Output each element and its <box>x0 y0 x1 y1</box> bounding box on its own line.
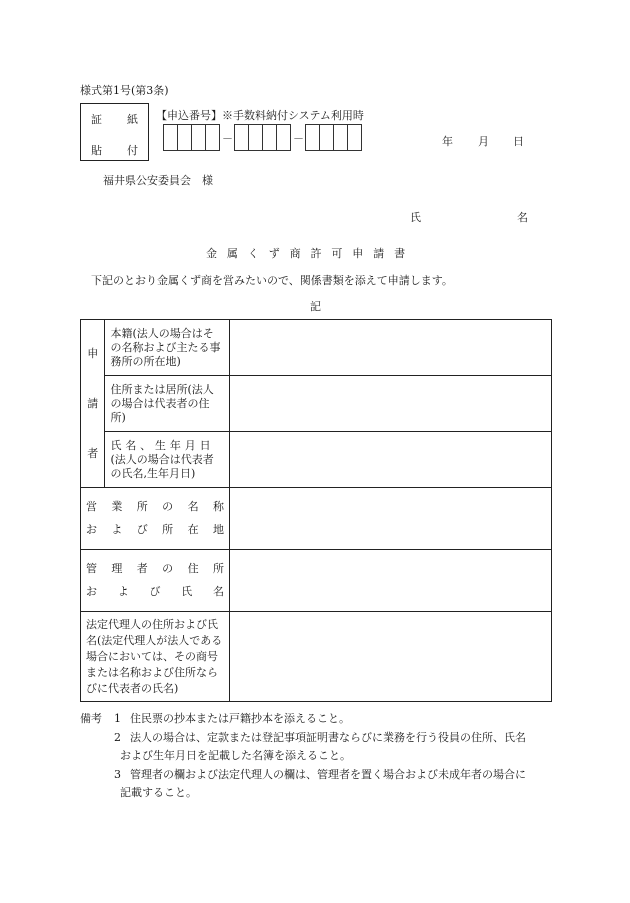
label-char: よ <box>117 585 129 598</box>
stamp-box <box>80 103 149 161</box>
office-value[interactable] <box>230 488 552 550</box>
label-char: 業 <box>111 500 123 513</box>
number-box[interactable] <box>262 124 277 151</box>
label-char: の <box>162 500 174 513</box>
address-label: 住所または居所(法人の場合は代表者の住所) <box>105 376 230 432</box>
label-char: 者 <box>136 562 148 575</box>
name-birthdate-value[interactable] <box>230 432 552 488</box>
application-table <box>80 319 552 702</box>
label-char: び <box>136 523 148 536</box>
table-row <box>81 432 552 488</box>
number-box[interactable] <box>191 124 206 151</box>
label-char: 管 <box>86 562 97 575</box>
number-box[interactable] <box>333 124 348 151</box>
number-box[interactable] <box>177 124 192 151</box>
manager-label-line1 <box>86 562 224 576</box>
label-char: お <box>86 585 97 598</box>
number-box[interactable] <box>347 124 362 151</box>
applicant-char: 申 <box>87 346 99 360</box>
stamp-char: 貼 <box>91 144 102 157</box>
label-char: 名 <box>187 500 199 513</box>
legal-rep-label: 法定代理人の住所および氏名(法定代理人が法人である場合においては、その商号または名称および住所ならびに代表者の氏名) <box>81 612 230 702</box>
manager-value[interactable] <box>230 550 552 612</box>
name-birthdate-heading: 氏名、生年月日 <box>110 438 215 452</box>
note-number: 2 <box>114 731 121 744</box>
label-char: 称 <box>212 500 224 513</box>
note-text: 法人の場合は、定款または登記事項証明書ならびに業務を行う役員の住所、氏名 <box>130 731 526 744</box>
manager-label-line2 <box>86 585 224 599</box>
applicant-char: 者 <box>87 446 99 460</box>
manager-label <box>81 550 230 612</box>
label-char: 所 <box>136 500 148 513</box>
name-birthdate-label <box>105 432 230 488</box>
label-char: よ <box>111 523 123 536</box>
date-month: 月 <box>478 135 489 148</box>
applicant-label <box>81 320 105 488</box>
office-label <box>81 488 230 550</box>
label-char: 住 <box>187 562 199 575</box>
label-char: 所 <box>212 562 224 575</box>
notes-heading: 備考 <box>80 712 102 725</box>
table-row <box>81 376 552 432</box>
stamp-char: 紙 <box>127 113 138 126</box>
number-separator: － <box>222 132 233 145</box>
number-box[interactable] <box>234 124 249 151</box>
applicant-char: 請 <box>87 396 99 410</box>
note-text-cont: 記載すること。 <box>120 786 197 799</box>
number-box[interactable] <box>163 124 178 151</box>
note-text: 住民票の抄本または戸籍抄本を添えること。 <box>130 712 350 725</box>
table-row <box>81 488 552 550</box>
number-box[interactable] <box>305 124 320 151</box>
document-title: 金属くず商許可申請書 <box>206 247 415 260</box>
note-number: 3 <box>114 768 121 781</box>
address-value[interactable] <box>230 376 552 432</box>
office-label-line2 <box>86 523 224 537</box>
label-char: 理 <box>111 562 123 575</box>
honseki-value[interactable] <box>230 320 552 376</box>
stamp-char: 証 <box>91 113 102 126</box>
label-char: 在 <box>187 523 199 536</box>
table-row <box>81 320 552 376</box>
note-text: 管理者の欄および法定代理人の欄は、管理者を置く場合および未成年者の場合に <box>130 768 526 781</box>
label-char: 所 <box>162 523 174 536</box>
label-char: お <box>86 523 97 536</box>
name-birthdate-note: (法人の場合は代表者の氏名,生年月日) <box>110 452 214 480</box>
number-box[interactable] <box>276 124 291 151</box>
table-row <box>81 550 552 612</box>
label-char: び <box>149 585 161 598</box>
label-char: 名 <box>213 585 224 598</box>
label-char: 営 <box>86 500 97 513</box>
label-char: 氏 <box>181 585 193 598</box>
honseki-label: 本籍(法人の場合はその名称および主たる事務所の所在地) <box>105 320 230 376</box>
date-day: 日 <box>513 135 524 148</box>
name-label-shi: 氏 <box>410 211 421 224</box>
stamp-char: 付 <box>127 144 138 157</box>
legal-rep-value[interactable] <box>230 612 552 702</box>
table-row <box>81 612 552 702</box>
application-number-label: 【申込番号】※手数料納付システム利用時 <box>156 109 364 122</box>
form-number: 様式第1号(第3条) <box>80 84 169 97</box>
addressee: 福井県公安委員会 様 <box>103 174 213 187</box>
name-label-mei: 名 <box>517 211 528 224</box>
number-box[interactable] <box>205 124 220 151</box>
ki-label: 記 <box>310 300 321 313</box>
label-char: 地 <box>212 523 224 536</box>
number-box[interactable] <box>248 124 263 151</box>
number-separator: － <box>293 132 304 145</box>
label-char: の <box>162 562 174 575</box>
note-number: 1 <box>114 712 121 725</box>
intro-text: 下記のとおり金属くず商を営みたいので、関係書類を添えて申請します。 <box>91 274 453 287</box>
office-label-line1 <box>86 500 224 514</box>
number-box[interactable] <box>319 124 334 151</box>
date-year: 年 <box>442 135 453 148</box>
note-text-cont: および生年月日を記載した名簿を添えること。 <box>120 749 351 762</box>
